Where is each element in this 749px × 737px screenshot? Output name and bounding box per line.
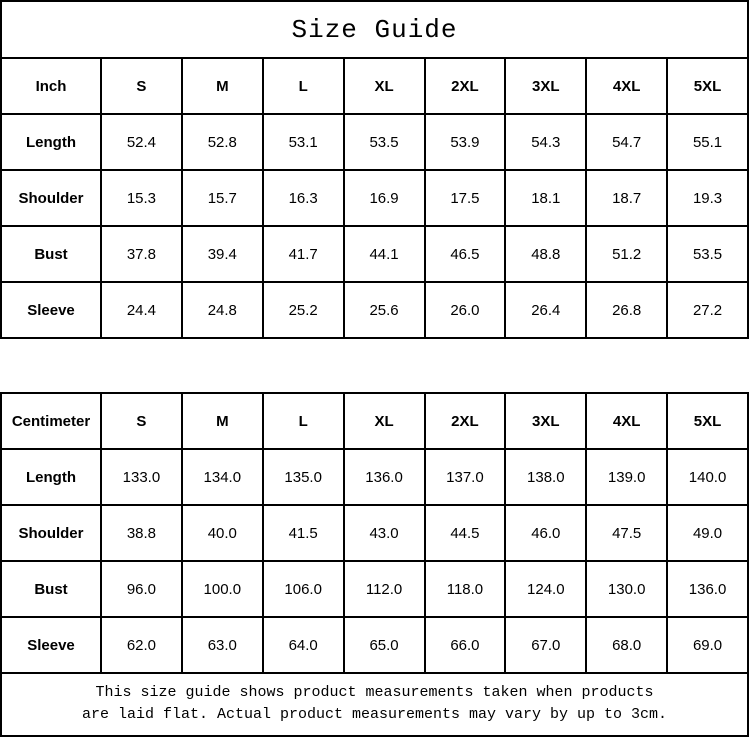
cm-header-unit: Centimeter bbox=[1, 393, 101, 449]
measurement-cell: 26.8 bbox=[586, 282, 667, 338]
measurement-cell: 106.0 bbox=[263, 561, 344, 617]
measurement-cell: 41.7 bbox=[263, 226, 344, 282]
inch-header-size-s: S bbox=[101, 58, 182, 114]
inch-header-size-3xl: 3XL bbox=[505, 58, 586, 114]
measurement-cell: 16.9 bbox=[344, 170, 425, 226]
measurement-cell: 134.0 bbox=[182, 449, 263, 505]
measurement-cell: 54.7 bbox=[586, 114, 667, 170]
cm-header-size-s: S bbox=[101, 393, 182, 449]
measurement-cell: 46.5 bbox=[425, 226, 506, 282]
inch-header-size-4xl: 4XL bbox=[586, 58, 667, 114]
measurement-cell: 138.0 bbox=[505, 449, 586, 505]
measurement-cell: 15.7 bbox=[182, 170, 263, 226]
measurement-cell: 47.5 bbox=[586, 505, 667, 561]
inch-header-unit: Inch bbox=[1, 58, 101, 114]
inch-sleeve-row bbox=[1, 282, 748, 338]
measurement-cell: 40.0 bbox=[182, 505, 263, 561]
measurement-cell: 66.0 bbox=[425, 617, 506, 673]
title-box bbox=[0, 0, 749, 57]
measurement-cell: 53.1 bbox=[263, 114, 344, 170]
inch-shoulder-row bbox=[1, 170, 748, 226]
measurement-cell: 136.0 bbox=[667, 561, 748, 617]
cm-header-size-3xl: 3XL bbox=[505, 393, 586, 449]
row-label: Length bbox=[1, 114, 101, 170]
measurement-cell: 19.3 bbox=[667, 170, 748, 226]
cm-header-size-2xl: 2XL bbox=[425, 393, 506, 449]
measurement-cell: 53.5 bbox=[667, 226, 748, 282]
cm-shoulder-row bbox=[1, 505, 748, 561]
inch-header-size-l: L bbox=[263, 58, 344, 114]
measurement-cell: 69.0 bbox=[667, 617, 748, 673]
measurement-cell: 49.0 bbox=[667, 505, 748, 561]
cm-header-size-m: M bbox=[182, 393, 263, 449]
cm-header-size-l: L bbox=[263, 393, 344, 449]
measurement-cell: 26.0 bbox=[425, 282, 506, 338]
measurement-cell: 51.2 bbox=[586, 226, 667, 282]
page-title: Size Guide bbox=[291, 14, 458, 45]
measurement-cell: 15.3 bbox=[101, 170, 182, 226]
disclaimer-line-2: are laid flat. Actual product measurements may vary by up to 3cm. bbox=[81, 705, 668, 723]
disclaimer-note bbox=[0, 674, 749, 737]
measurement-cell: 26.4 bbox=[505, 282, 586, 338]
measurement-cell: 46.0 bbox=[505, 505, 586, 561]
measurement-cell: 137.0 bbox=[425, 449, 506, 505]
inch-table bbox=[0, 57, 749, 339]
measurement-cell: 53.5 bbox=[344, 114, 425, 170]
cm-header-size-5xl: 5XL bbox=[667, 393, 748, 449]
measurement-cell: 24.8 bbox=[182, 282, 263, 338]
cm-length-row bbox=[1, 449, 748, 505]
inch-header-row bbox=[1, 58, 748, 114]
measurement-cell: 38.8 bbox=[101, 505, 182, 561]
measurement-cell: 65.0 bbox=[344, 617, 425, 673]
measurement-cell: 136.0 bbox=[344, 449, 425, 505]
cm-header-size-4xl: 4XL bbox=[586, 393, 667, 449]
inch-header-size-2xl: 2XL bbox=[425, 58, 506, 114]
measurement-cell: 53.9 bbox=[425, 114, 506, 170]
row-label: Sleeve bbox=[1, 282, 101, 338]
measurement-cell: 52.8 bbox=[182, 114, 263, 170]
measurement-cell: 18.1 bbox=[505, 170, 586, 226]
row-label: Sleeve bbox=[1, 617, 101, 673]
measurement-cell: 67.0 bbox=[505, 617, 586, 673]
measurement-cell: 37.8 bbox=[101, 226, 182, 282]
measurement-cell: 16.3 bbox=[263, 170, 344, 226]
measurement-cell: 25.6 bbox=[344, 282, 425, 338]
measurement-cell: 100.0 bbox=[182, 561, 263, 617]
measurement-cell: 96.0 bbox=[101, 561, 182, 617]
measurement-cell: 39.4 bbox=[182, 226, 263, 282]
row-label: Bust bbox=[1, 561, 101, 617]
inch-bust-row bbox=[1, 226, 748, 282]
measurement-cell: 130.0 bbox=[586, 561, 667, 617]
measurement-cell: 62.0 bbox=[101, 617, 182, 673]
measurement-cell: 41.5 bbox=[263, 505, 344, 561]
centimeter-table bbox=[0, 392, 749, 674]
measurement-cell: 112.0 bbox=[344, 561, 425, 617]
cm-header-row bbox=[1, 393, 748, 449]
inch-length-row bbox=[1, 114, 748, 170]
measurement-cell: 135.0 bbox=[263, 449, 344, 505]
inch-header-size-5xl: 5XL bbox=[667, 58, 748, 114]
measurement-cell: 44.5 bbox=[425, 505, 506, 561]
measurement-cell: 55.1 bbox=[667, 114, 748, 170]
measurement-cell: 24.4 bbox=[101, 282, 182, 338]
cm-sleeve-row bbox=[1, 617, 748, 673]
row-label: Bust bbox=[1, 226, 101, 282]
table-gap-spacer bbox=[0, 339, 749, 392]
measurement-cell: 140.0 bbox=[667, 449, 748, 505]
measurement-cell: 118.0 bbox=[425, 561, 506, 617]
measurement-cell: 54.3 bbox=[505, 114, 586, 170]
measurement-cell: 124.0 bbox=[505, 561, 586, 617]
measurement-cell: 48.8 bbox=[505, 226, 586, 282]
measurement-cell: 43.0 bbox=[344, 505, 425, 561]
measurement-cell: 17.5 bbox=[425, 170, 506, 226]
measurement-cell: 68.0 bbox=[586, 617, 667, 673]
cm-bust-row bbox=[1, 561, 748, 617]
measurement-cell: 44.1 bbox=[344, 226, 425, 282]
measurement-cell: 27.2 bbox=[667, 282, 748, 338]
measurement-cell: 133.0 bbox=[101, 449, 182, 505]
row-label: Shoulder bbox=[1, 505, 101, 561]
row-label: Length bbox=[1, 449, 101, 505]
cm-header-size-xl: XL bbox=[344, 393, 425, 449]
measurement-cell: 52.4 bbox=[101, 114, 182, 170]
inch-header-size-xl: XL bbox=[344, 58, 425, 114]
measurement-cell: 18.7 bbox=[586, 170, 667, 226]
measurement-cell: 139.0 bbox=[586, 449, 667, 505]
disclaimer-line-1: This size guide shows product measurements taken when products bbox=[95, 684, 654, 701]
measurement-cell: 64.0 bbox=[263, 617, 344, 673]
measurement-cell: 63.0 bbox=[182, 617, 263, 673]
inch-header-size-m: M bbox=[182, 58, 263, 114]
row-label: Shoulder bbox=[1, 170, 101, 226]
measurement-cell: 25.2 bbox=[263, 282, 344, 338]
